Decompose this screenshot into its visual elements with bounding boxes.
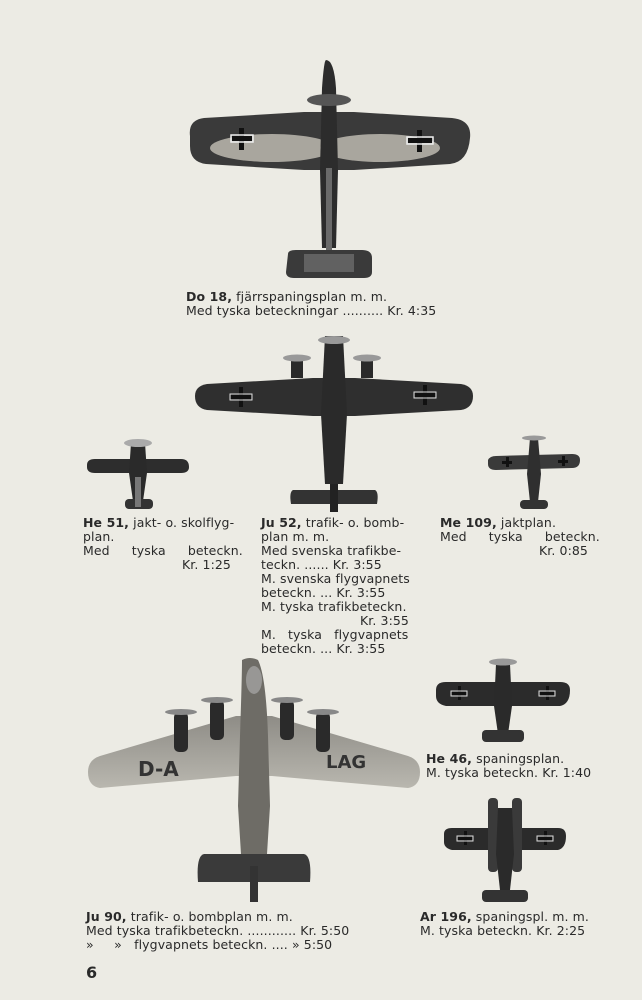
ju90-name: Ju 90,	[86, 909, 127, 924]
me109-price: Kr. 0:85	[538, 543, 588, 558]
me109-description: jaktplan.	[496, 515, 557, 530]
ju90-registration-right: LAG	[326, 752, 367, 773]
ar196-plane-image	[442, 794, 568, 910]
ju52-plane-image	[193, 334, 475, 516]
ar196-caption	[420, 910, 610, 938]
ju52-line-7: Kr. 3:55	[359, 613, 409, 628]
ju52-line-8: M. tyska flygvapnets	[261, 627, 409, 642]
ar196-description: spaningspl. m. m.	[471, 909, 590, 924]
ju90-plane-image	[86, 656, 422, 908]
ju52-line-9: beteckn. ... Kr. 3:55	[261, 641, 386, 656]
he46-caption	[426, 752, 616, 780]
he46-name: He 46,	[426, 751, 473, 766]
ju52-caption	[261, 516, 409, 656]
do18-name: Do 18,	[186, 289, 233, 304]
ju52-line-1: plan m. m.	[261, 529, 330, 544]
me109-caption	[440, 515, 600, 558]
ju90-description: trafik- o. bombplan m. m.	[126, 909, 293, 924]
he51-description: jakt- o. skolflyg-	[129, 515, 235, 530]
me109-plane-image	[486, 434, 582, 516]
he46-description: spaningsplan.	[472, 751, 565, 766]
ju52-line-5: beteckn. ... Kr. 3:55	[261, 585, 386, 600]
ju52-line-3: teckn. ...... Kr. 3:55	[261, 557, 382, 572]
he51-price: Kr. 1:25	[181, 557, 231, 572]
ju90-line-2: » » flygvapnets beteckn. .... » 5:50	[86, 937, 333, 952]
he51-line-2: Med tyska beteckn.	[83, 543, 243, 558]
ju90-registration-left: D-A	[138, 757, 179, 781]
he51-line-1: plan.	[83, 529, 115, 544]
ju52-line-6: M. tyska trafikbeteckn.	[261, 599, 407, 614]
he51-caption	[83, 515, 243, 572]
he46-price-line: M. tyska beteckn. Kr. 1:40	[426, 765, 592, 780]
ju52-name: Ju 52,	[261, 515, 302, 530]
me109-name: Me 109,	[440, 515, 497, 530]
do18-caption	[186, 290, 486, 318]
ju90-caption	[86, 910, 404, 952]
he46-plane-image	[434, 656, 572, 748]
ju52-line-2: Med svenska trafikbe-	[261, 543, 402, 558]
ju90-line-1: Med tyska trafikbeteckn. ............ Kr. 5:50	[86, 923, 350, 938]
do18-description: fjärrspaningsplan m. m.	[232, 289, 388, 304]
ar196-price-line: M. tyska beteckn. Kr. 2:25	[420, 923, 586, 938]
he51-name: He 51,	[83, 515, 130, 530]
ju52-description: trafik- o. bomb-	[301, 515, 405, 530]
do18-price-line: Med tyska beteckningar .......... Kr. 4:35	[186, 303, 437, 318]
he51-plane-image	[85, 437, 191, 513]
me109-line-1: Med tyska beteckn.	[440, 529, 600, 544]
ar196-name: Ar 196,	[420, 909, 472, 924]
do18-plane-image	[184, 58, 474, 282]
page-number: 6	[86, 963, 98, 982]
ju52-line-4: M. svenska flygvapnets	[261, 571, 410, 586]
